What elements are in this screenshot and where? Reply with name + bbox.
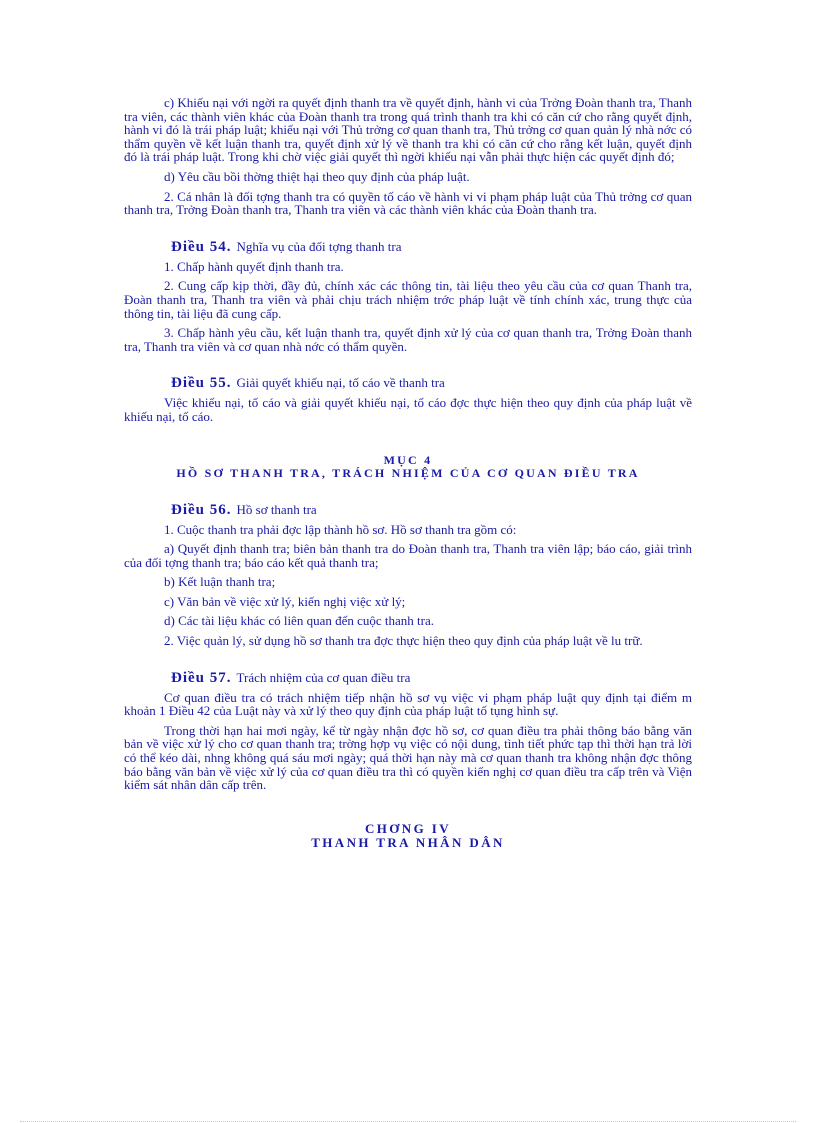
article-56-heading — [124, 502, 692, 518]
article-56-clause: 2. Việc quản lý, sử dụng hồ sơ thanh tra đợc thực hiện theo quy định của pháp luật về lu trữ. — [164, 633, 643, 649]
article-56-title: Hồ sơ thanh tra — [236, 501, 317, 517]
article-57-title: Trách nhiệm của cơ quan điều tra — [236, 669, 411, 685]
article-57-clause: Trong thời hạn hai mơi ngày, kể từ ngày nhận đợc hồ sơ, cơ quan điều tra phải thông báo bằng văn bản về việc xử lý cho cơ quan thanh tra; trờng hợp vụ việc có nội dung, tình tiết phức tạp thì thời hạn trả lời có thể kéo dài, nhng không quá sáu mơi ngày; quá thời hạn này mà cơ quan thanh tra không nhận đợc thông báo bằng văn bản về việc xử lý của cơ quan điều tra thì có quyền kiến nghị cơ quan điều tra cấp trên và Viện kiểm sát nhân dân cấp trên. — [124, 722, 692, 793]
chapter-label: CHƠNG IV — [364, 820, 451, 836]
paragraph-denunciation-2: 2. Cá nhân là đối tợng thanh tra có quyền tố cáo về hành vi vi phạm pháp luật của Thủ trởng cơ quan thanh tra, Trởng Đoàn thanh tra, Thanh tra viên và các thành viên khác của Đoàn thanh tra. — [124, 188, 692, 218]
article-55-number: Điều 55. — [171, 375, 232, 392]
article-57-heading — [124, 670, 692, 686]
paragraph-complaint-c: c) Khiếu nại với ngời ra quyết định thanh tra về quyết định, hành vi của Trởng Đoàn thanh tra, Thanh tra viên, các thành viên khác của Đoàn thanh tra trong quá trình thanh tra khi có căn cứ cho rằng quyết định, hành vi đó là trái pháp luật; khiếu nại với Thủ trởng cơ quan thanh tra, Thủ trởng cơ quan quản lý nhà nớc có thẩm quyền về kết luận thanh tra, quyết định xử lý về thanh tra khi có căn cứ cho rằng kết luận, quyết định đó là trái pháp luật. Trong khi chờ việc giải quyết thì ngời khiếu nại vẫn phải thực hiện các quyết định đó; — [124, 95, 692, 165]
article-55-title: Giải quyết khiếu nại, tố cáo về thanh tra — [236, 375, 445, 391]
section-title: HỒ SƠ THANH TRA, TRÁCH NHIỆM CỦA CƠ QUAN ĐIỀU TRA — [176, 465, 640, 480]
article-55-heading — [124, 375, 692, 391]
paragraph-compensation-d: d) Yêu cầu bồi thờng thiệt hại theo quy định của pháp luật. — [164, 168, 470, 184]
article-54-clause: 1. Chấp hành quyết định thanh tra. — [164, 258, 344, 274]
article-56-clause: a) Quyết định thanh tra; biên bản thanh tra do Đoàn thanh tra, Thanh tra viên lập; báo cáo, giải trình của đối tợng thanh tra; báo cáo kết quả thanh tra; — [124, 541, 692, 570]
article-56-clause: b) Kết luận thanh tra; — [164, 574, 276, 590]
article-56-clause: 1. Cuộc thanh tra phải đợc lập thành hồ sơ. Hồ sơ thanh tra gồm có: — [164, 521, 517, 537]
section-heading — [124, 454, 692, 480]
article-55-clause: Việc khiếu nại, tố cáo và giải quyết khiếu nại, tố cáo đợc thực hiện theo quy định của pháp luật về khiếu nại, tố cáo. — [124, 395, 692, 424]
document-page — [124, 96, 692, 850]
article-54-title: Nghĩa vụ của đối tợng thanh tra — [236, 238, 402, 254]
article-54-clause: 2. Cung cấp kịp thời, đầy đủ, chính xác các thông tin, tài liệu theo yêu cầu của cơ quan Thanh tra, Đoàn thanh tra, Thanh tra viên và phải chịu trách nhiệm trớc pháp luật về tính chính xác, trung thực của thông tin, tài liệu đã cung cấp. — [124, 278, 692, 321]
article-57-clause: Cơ quan điều tra có trách nhiệm tiếp nhận hồ sơ vụ việc vi phạm pháp luật quy định tại điểm m khoản 1 Điều 42 của Luật này và xử lý theo quy định của pháp luật tố tụng hình sự. — [124, 689, 692, 719]
article-56-number: Điều 56. — [171, 501, 232, 518]
chapter-title: THANH TRA NHÂN DÂN — [311, 834, 505, 850]
article-54-heading — [124, 239, 692, 255]
article-54-clause: 3. Chấp hành yêu cầu, kết luận thanh tra, quyết định xử lý của cơ quan thanh tra, Trởng Đoàn thanh tra, Thanh tra viên và cơ quan nhà nớc có thẩm quyền. — [124, 325, 692, 354]
article-56-clause: c) Văn bản về việc xử lý, kiến nghị việc xử lý; — [164, 593, 406, 609]
article-57-number: Điều 57. — [171, 669, 232, 686]
page-bottom-divider — [20, 1121, 796, 1122]
article-54-number: Điều 54. — [171, 238, 232, 255]
section-label: MỤC 4 — [383, 452, 433, 467]
article-56-clause: d) Các tài liệu khác có liên quan đến cuộc thanh tra. — [164, 613, 435, 629]
chapter-heading — [124, 822, 692, 850]
